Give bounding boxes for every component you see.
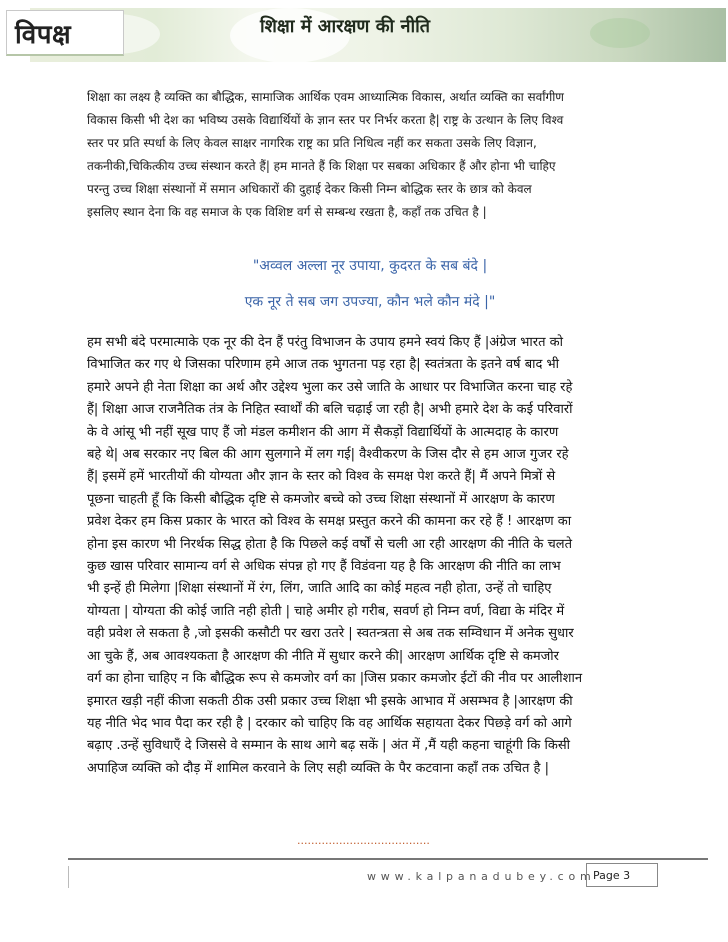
body-line: वही प्रवेश ले सकता है ,जो इसकी कसौटी पर खरा उतरे | स्वतन्त्रता से अब तक सम्विधान में अनेक सुधार bbox=[87, 626, 574, 642]
body-line: बहे थे| अब सरकार नए बिल की आग सुलगाने में लग गई| वैश्वीकरण के जिस दौर से हम आज गुजर रहे bbox=[87, 447, 569, 463]
website-link[interactable]: www.kalpanadubey.com bbox=[367, 870, 596, 883]
intro-paragraph bbox=[87, 86, 647, 224]
intro-line: परन्तु उच्च शिक्षा संस्थानों में समान अधिकारों की दुहाई देकर किसी निम्न बोद्धिक स्तर के छात्र को केवल bbox=[87, 182, 532, 196]
body-line: भी इन्हें ही मिलेगा |शिक्षा संस्थानों में रंग, लिंग, जाति आदि का कोई महत्व नही होता, उन्हें तो चाहिए bbox=[87, 581, 552, 597]
quote-line-2: एक नूर ते सब जग उपज्या, कौन भले कौन मंदे |" bbox=[244, 294, 496, 310]
body-paragraph bbox=[87, 332, 652, 780]
quote-line-1: "अव्वल अल्ला नूर उपाया, कुदरत के सब बंदे | bbox=[252, 258, 488, 274]
body-line: हैं| इसमें हमें भारतीयों की योग्यता और ज्ञान के स्तर को विश्व के समक्ष पेश करते हैं| मैं अपने मित्रों से bbox=[87, 469, 556, 485]
body-line: के वे आंसू भी नहीं सूख पाए हैं जो मंडल कमीशन की आग में सैकड़ों विद्यार्थियों के आत्मदाह के कारण bbox=[87, 424, 559, 440]
body-line: हम सभी बंदे परमात्माके एक नूर की देन हैं परंतु विभाजन के उपाय हमने स्वयं किए हैं |अंग्रेज भारत को bbox=[87, 335, 564, 350]
body-line: योग्यता | योग्यता की कोई जाति नही होती | चाहे अमीर हो गरीब, सवर्ण हो निम्न वर्ण, विद्या के मंदिर में bbox=[87, 603, 565, 619]
banner-highlight bbox=[590, 18, 650, 48]
logo-box bbox=[6, 10, 124, 56]
intro-line: विकास किसी भी देश का भविष्य उसके विद्यार्थियों के ज्ञान स्तर पर निर्भर करता है| राष्ट्र के उत्थान के लिए विश्व bbox=[87, 113, 564, 127]
page-title: शिक्षा में आरक्षण की नीति bbox=[260, 16, 431, 37]
body-line: कुछ खास परिवार सामान्य वर्ग से अधिक संपन्न हो गए हैं विडंवना यह है कि आरक्षण की नीति का लाभ bbox=[87, 559, 561, 575]
intro-line: तकनीकी,चिकित्कीय उच्च संस्थान करते हैं| हम मानते हैं कि शिक्षा पर सबका अधिकार हैं और होना भी चाहिए bbox=[87, 159, 556, 173]
body-line: प्रवेश देकर हम किस प्रकार के भारत को विश्व के समक्ष प्रस्तुत करने की कामना कर रहे हैं ! आरक्षण का bbox=[87, 514, 572, 530]
body-line: होना इस कारण भी निरर्थक सिद्ध होता है कि पिछले कई वर्षों से चली आ रही आरक्षण की नीति के चलते bbox=[87, 536, 573, 552]
intro-line: शिक्षा का लक्ष्य है व्यक्ति का बौद्धिक, सामाजिक आर्थिक एवम आध्यात्मिक विकास, अर्थात व्यक्ति का सर्वांगीण bbox=[87, 90, 564, 104]
body-line: पूछना चाहती हूँ कि किसी बौद्धिक दृष्टि से कमजोर बच्चे को उच्च शिक्षा संस्थानों में आरक्षण के कारण bbox=[87, 491, 555, 507]
body-line: इमारत खड़ी नहीं कीजा सकती ठीक उसी प्रकार उच्च शिक्षा भी इसके आभाव में असम्भव है |आरक्षण की bbox=[87, 693, 573, 709]
body-line: हमारे अपने ही नेता शिक्षा का अर्थ और उद्देश्य भुला कर उसे जाति के आधार पर विभाजित करना चाह रहे bbox=[87, 379, 573, 395]
body-line: विभाजित कर गए थे जिसका परिणाम हमे आज तक भुगतना पड़ रहा है| स्वतंत्रता के इतने वर्ष बाद भी bbox=[87, 357, 560, 373]
page-number: Page 3 bbox=[586, 863, 658, 887]
body-line: आ चुके हैं, अब आवश्यकता है आरक्षण की नीति में सुधार करने की| आरक्षण आर्थिक दृष्टि से कमजोर bbox=[87, 648, 559, 664]
body-line: अपाहिज व्यक्ति को दौड़ में शामिल करवाने के लिए सही व्यक्ति के पैर कटवाना कहाँ तक उचित है | bbox=[87, 760, 549, 776]
body-line: बढ़ाए .उन्हें सुविधाएँ दे जिससे वे सम्मान के साथ आगे बढ़ सकें | अंत में ,मैं यही कहना चाहूंगी कि किसी bbox=[87, 738, 570, 754]
intro-line: स्तर पर प्रति स्पर्धा के लिए केवल साक्षर नागरिक राष्ट्र का प्रति निधित्व नहीं कर सकता उसके लिए विज्ञान, bbox=[87, 136, 537, 150]
logo-text: विपक्ष bbox=[15, 19, 72, 50]
footer-divider bbox=[68, 858, 708, 860]
body-line: हैं| शिक्षा आज राजनैतिक तंत्र के निहित स्वार्थों की बलि चढ़ाई जा रही है| अभी हमारे देश के कई परिवारों bbox=[87, 402, 573, 418]
body-line: यह नीति भेद भाव पैदा कर रही है | दरकार को चाहिए कि वह आर्थिक सहायता देकर पिछड़े वर्ग को आगे bbox=[87, 715, 572, 731]
body-line: वर्ग का होना चाहिए न कि बौद्धिक रूप से कमजोर वर्ग का |जिस प्रकार कमजोर ईटों की नीव पर आलीशान bbox=[87, 671, 583, 687]
intro-line: इसलिए स्थान देना कि वह समाज के एक विशिष्ट वर्ग से सम्बन्ध रखता है, कहाँ तक उचित है | bbox=[87, 205, 487, 219]
section-separator: ...................................... bbox=[297, 834, 430, 847]
